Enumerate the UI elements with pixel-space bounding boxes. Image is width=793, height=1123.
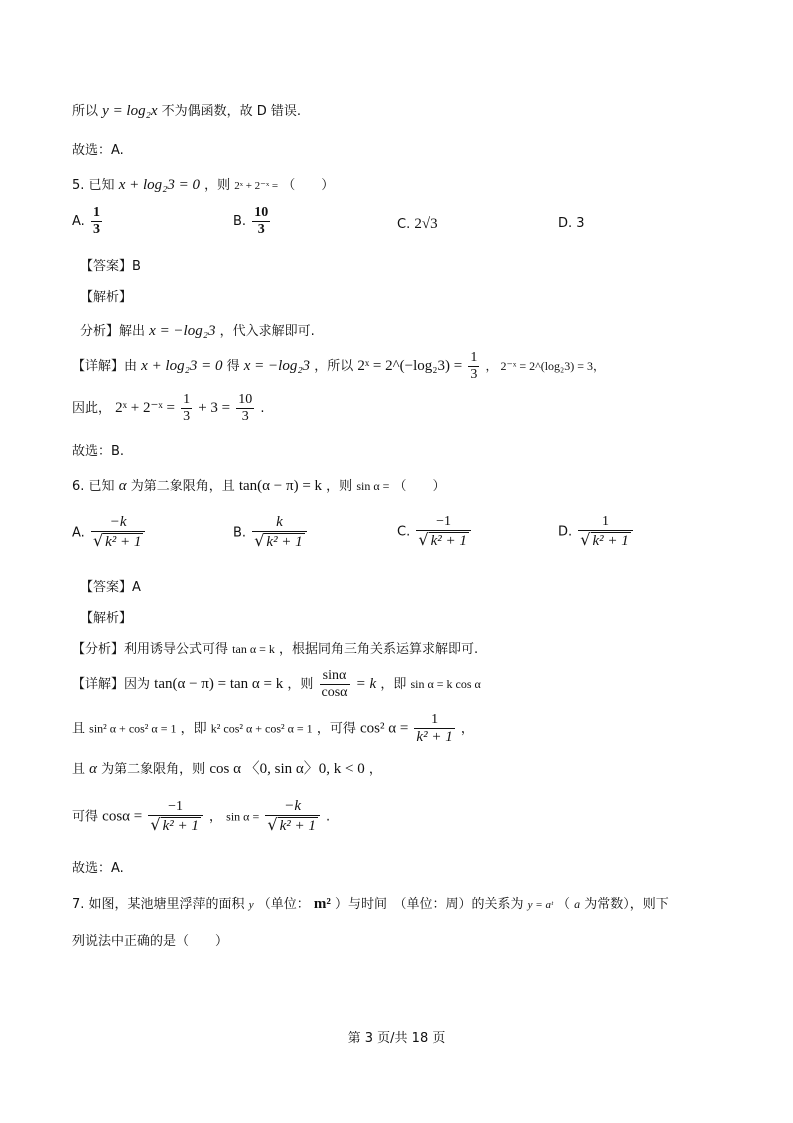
fraction: $\frac{-1}{\text{√ k² + 1}}$: [416, 514, 470, 550]
fraction: $\frac{10}{3}$: [254, 205, 269, 238]
math-expression: 2ˣ + 2⁻ˣ =: [234, 180, 279, 192]
math-expression: x + log₂3 = 0: [118, 177, 200, 193]
page-footer: 第 3 页/共 18 页: [347, 1031, 446, 1046]
answer-label: 【答案】B: [80, 259, 141, 274]
option-c: C. 2√3: [397, 216, 438, 232]
option-b: B. $\frac{10}{3}$: [233, 205, 269, 238]
question-7-continued: 列说法中正确的是（ ）: [72, 934, 229, 949]
math-expression: sin α =: [226, 809, 260, 824]
math-expression: ， 2⁻ˣ = 2^(log₂3) = 3，: [485, 359, 605, 374]
math-expression: x = −log₂3: [243, 358, 311, 375]
choice-result: 故选：B.: [72, 444, 125, 459]
question-7: 7. 如图，某池塘里浮萍的面积 y （单位： m² ）与时间 （单位：周）的关系为 y = aᵗ （ a 为常数），则下: [72, 896, 669, 912]
math-expression: x + log₂3 = 0: [141, 358, 223, 375]
math-expression: 2ˣ = 2^(−log₂3) =: [357, 358, 463, 375]
math-expression: x = −log₂3: [149, 323, 216, 339]
fraction: $\frac{k}{\text{√ k² + 1}}$: [252, 514, 306, 552]
math-expression: tan α = k: [232, 642, 275, 656]
choice-result: 故选：A.: [72, 861, 124, 876]
fraction: $\frac{1}{3}$: [92, 205, 100, 238]
detail-text: 可得 cosα = $\frac{-1}{\text{√ k² + 1}}$ ， sin α = $\frac{-k}{\text{√ k² + 1}}$ .: [72, 798, 331, 835]
analysis-text: 【分析】利用诱导公式可得 tan α = k ，根据同角三角关系运算求解即可.: [72, 642, 479, 657]
option-d: D. $\frac{1}{\text{√ k² + 1}}$: [558, 514, 635, 550]
math-expression: tan(α − π) = tan α = k: [154, 676, 284, 693]
math-expression: y = log₂x: [102, 103, 158, 119]
fraction: $\frac{-1}{\text{√ k² + 1}}$: [148, 799, 202, 835]
math-expression: 2ˣ + 2⁻ˣ =: [115, 400, 175, 417]
detail-text: 且 sin² α + cos² α = 1 ，即 k² cos² α + cos² α = 1 ，可得 cos² α = $\frac{1}{\text{k² + 1}}$ ，: [72, 712, 474, 746]
detail-text: 【详解】因为 tan(α − π) = tan α = k ，则 $\frac{\sin\alpha}{\cos\alpha}$ = k ，即 sin α = k cos α: [72, 668, 481, 701]
text-line: 所以 y = log₂x 不为偶函数，故 D 错误.: [72, 103, 302, 119]
math-expression: k² cos² α + cos² α = 1: [210, 721, 313, 736]
detail-text: 且 α 为第二象限角，则 cos α 〈0, sin α〉0, k < 0 ，: [72, 761, 382, 777]
math-expression: cos² α =: [359, 720, 409, 737]
question-6: 6. 已知 α 为第二象限角，且 tan(α − π) = k ，则 sin α = （ ）: [72, 478, 446, 494]
math-expression: + 3 =: [198, 400, 231, 417]
fraction: $\frac{1}{\text{k² + 1}}$: [416, 712, 453, 746]
option-a: A. $\frac{-k}{\text{√ k² + 1}}$: [72, 514, 147, 552]
question-5: 5. 已知 x + log₂3 = 0 ，则 2ˣ + 2⁻ˣ = （ ）: [72, 177, 335, 193]
fraction: $\frac{10}{3}$: [238, 392, 253, 425]
math-expression: sin α =: [356, 479, 390, 493]
fraction: $\frac{-k}{\text{√ k² + 1}}$: [265, 798, 319, 836]
option-d: D. 3: [558, 216, 585, 231]
math-expression: tan(α − π) = k: [238, 478, 323, 494]
analysis-label: 【解析】: [80, 611, 133, 626]
math-expression: sin α = k cos α: [410, 677, 481, 692]
math-expression: sin² α + cos² α = 1: [89, 721, 177, 736]
math-expression: cos α 〈0, sin α〉0, k < 0: [209, 761, 365, 777]
option-b: B. $\frac{k}{\text{√ k² + 1}}$: [233, 514, 309, 552]
math-expression: cosα =: [102, 808, 143, 825]
analysis-text: 分析】解出 x = −log₂3 ，代入求解即可.: [80, 323, 315, 339]
fraction: $\frac{-k}{\text{√ k² + 1}}$: [91, 514, 145, 552]
fraction: $\frac{1}{3}$: [183, 392, 191, 425]
detail-text: 【详解】由 x + log₂3 = 0 得 x = −log₂3 ，所以 2ˣ = 2^(−log₂3) = $\frac{1}{3}$ ， 2⁻ˣ = 2^(log₂3) = 3，: [72, 350, 605, 383]
fraction: $\frac{1}{3}$: [470, 350, 478, 383]
detail-text: 因此， 2ˣ + 2⁻ˣ = $\frac{1}{3}$ + 3 = $\frac{10}{3}$ .: [72, 392, 265, 425]
analysis-label: 【解析】: [80, 290, 133, 305]
option-c: C. $\frac{-1}{\text{√ k² + 1}}$: [397, 514, 473, 550]
fraction: $\frac{\sin\alpha}{\cos\alpha}$: [321, 668, 348, 701]
option-a: A. $\frac{1}{3}$: [72, 205, 100, 238]
answer-label: 【答案】A: [80, 580, 141, 595]
choice-result: 故选：A.: [72, 143, 124, 158]
fraction: $\frac{1}{\text{√ k² + 1}}$: [578, 514, 632, 550]
